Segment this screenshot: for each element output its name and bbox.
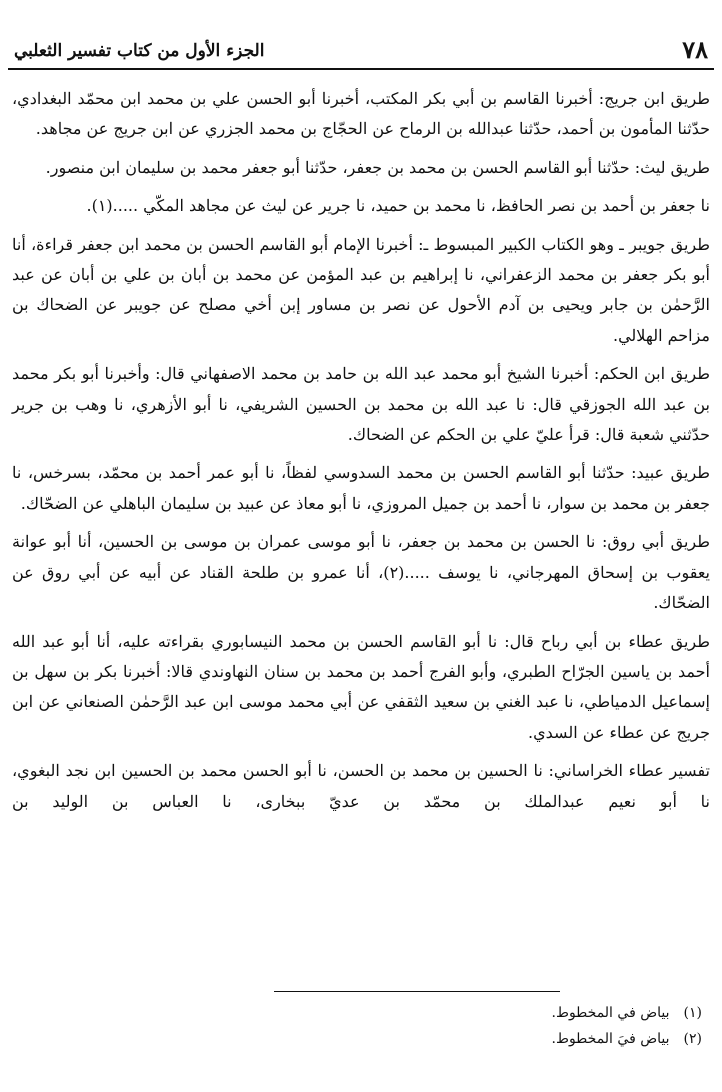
footnote-number: (٢) — [683, 1031, 702, 1047]
paragraph-layth: طريق ليث: حدّثنا أبو القاسم الحسن بن محمد بن جعفر، حدّثنا أبو جعفر محمد بن سليمان ابن منصور. — [45, 157, 710, 177]
document-page — [8, 0, 714, 1092]
paragraph-abi-rawq: طريق أبي روق: نا الحسن بن محمد بن جعفر، نا أبو موسى عمران بن موسى بن الحسين، أنا أبو عوانة يعقوب بن إسحاق المهرجاني، نا يوسف .....(٢)، أنا عمرو بن طلحة القناد عن أبيه عن أبي روق عن الضحّاك. — [12, 532, 711, 613]
footnotes — [8, 1000, 702, 1052]
paragraph-ubayd: طريق عبيد: حدّثنا أبو القاسم الحسن بن محمد السدوسي لفظاً، نا أبو عمر أحمد بن محمّد، بسرخس، نا جعفر بن محمد بن سوار، نا أحمد بن جميل المروزي، نا أبو معاذ عن عبيد بن سليمان الباهلي عن الضحّاك. — [12, 463, 711, 513]
paragraph-ibn-al-hakam: طريق ابن الحكم: أخبرنا الشيخ أبو محمد عبد الله بن حامد بن محمد الاصفهاني قال: وأخبرنا أبو بكر محمد بن عبد الله الجوزقي قال: نا عبد الله بن محمد بن الحسين الشريفي، نا أبو الأزهري، نا وهب بن جرير حدّثني شعبة قال: قرأ عليّ علي بن الحكم عن الضحاك. — [12, 364, 710, 445]
paragraph-ata-al-khurasani: تفسير عطاء الخراساني: نا الحسين بن محمد بن الحسن، نا أبو الحسن محمد بن الحسين ابن نجد البغوي، نا أبو نعيم عبدالملك بن محمّد بن عديّ ببخارى، نا العباس بن الوليد بن — [12, 761, 710, 811]
paragraph-jafar-ibn-ahmad: نا جعفر بن أحمد بن نصر الحافظ، نا محمد بن حميد، نا جرير عن ليث عن مجاهد المكّي .....(١). — [86, 196, 710, 216]
page-header — [8, 36, 714, 70]
paragraph-ata-ibn-abi-rabah: طريق عطاء بن أبي رباح قال: نا أبو القاسم الحسن بن محمد النيسابوري بقراءته عليه، أنا أبو عبد الله أحمد بن ياسين الجرّاح الطبري، وأبو الفرج أحمد بن محمد بن سنان النهاوندي قالا: أخبرنا بكر بن سهل بن إسماعيل الدمياطي، نا عبد الغني بن سعيد الثقفي عن أبي محمد موسى ابن عبد الرَّحمٰن الصنعاني عن ابن جريج عن عطاء عن السدي. — [12, 631, 711, 742]
paragraph-juwaybir: طريق جويبر ـ وهو الكتاب الكبير المبسوط ـ: أخبرنا الإمام أبو القاسم الحسن بن محمد ابن جعفر قراءة، أنا أبو بكر جعفر بن محمد الزعفراني، نا إبراهيم بن عبد المؤمن عن محمد بن أبان بن علي بن أبان عن عبد الرَّحمٰن بن جابر ويحيى بن آدم الأحول عن نصر بن مساور إبن أخي مصلح عن جويبر عن الضحاك بن مزاحم الهلالي. — [12, 234, 710, 345]
body-text — [12, 84, 710, 825]
footnote-item — [8, 1026, 702, 1052]
footnote-number: (١) — [683, 1005, 702, 1021]
footnote-text: بياض فيَ المخطوط. — [551, 1031, 670, 1047]
paragraph-ibn-jurayj: طريق ابن جريج: أخبرنا القاسم بن أبي بكر المكتب، أخبرنا أبو الحسن علي بن محمد ابن محمّد البغدادي، حدّثنا المأمون بن أحمد، حدّثنا عبدالله بن الرماح عن الحجّاج بن محمد الجزري عن ابن جريج عن مجاهد. — [12, 89, 711, 139]
footnote-item — [8, 1000, 702, 1026]
footnote-separator — [274, 991, 560, 992]
running-title: الجزء الأول من كتاب تفسير الثعلبي — [14, 41, 265, 61]
page-number: ٧٨ — [682, 35, 708, 64]
footnote-text: بياض في المخطوط. — [551, 1005, 670, 1021]
